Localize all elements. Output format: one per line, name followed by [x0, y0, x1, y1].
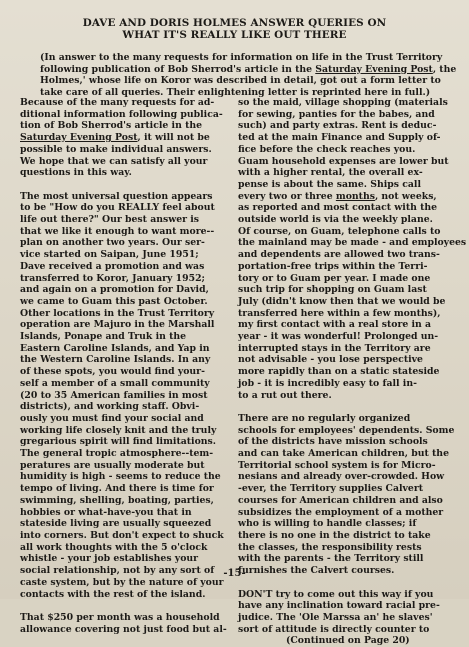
- intro-line: take care of all queries. Their enlightening letter is reprinted here in full.): [40, 87, 446, 99]
- intro-line: Holmes,' whose life on Koror was described in detail, got out a form letter to: [40, 75, 446, 87]
- intro-paragraph: [40, 52, 446, 99]
- paragraph-6: DON'T try to come out this way if you have any inclination toward racial pre- judice. The 'Ole Marssa an' he slaves' sort of attitude is directly counter to (Continued on Page 20): [238, 589, 456, 647]
- paragraph-1: Because of the many requests for ad- ditional information following publica- tion of Bob Sherrod's article in the Saturday Evening Post, it will not be possible to make individual answers. We hope that we can satisfy all your questions in this way.: [20, 97, 232, 179]
- paragraph-3: That $250 per month was a household allowance covering not just food but al-: [20, 612, 232, 635]
- paragraph-5: There are no regularly organized schools for employees' dependents. Some of the districts have mission schools and can take American children, but the Territorial school system is for Micro- nesians and already over-crowded. How -ever, the Territory supplies Calvert courses for American children and also subsidizes the employment of a mother who is willing to handle classes; if there is no one in the district to take the classes, the responsibility rests with the parents - the Territory still furnishes the Calvert courses.: [238, 413, 456, 577]
- intro-line: following publication of Bob Sherrod's article in the Saturday Evening Post, the: [40, 64, 446, 76]
- page-number: -15-: [0, 568, 469, 579]
- emphasized-word: months: [336, 191, 375, 202]
- article-title-line-2: WHAT IT'S REALLY LIKE OUT THERE: [0, 29, 469, 41]
- intro-line: (In answer to the many requests for information on life in the Trust Territory: [40, 52, 446, 64]
- article-title-line-1: DAVE AND DORIS HOLMES ANSWER QUERIES ON: [0, 17, 469, 29]
- publication-name: Saturday Evening Post: [315, 64, 433, 75]
- left-column: [20, 97, 232, 635]
- publication-name: Saturday Evening Post: [20, 132, 138, 143]
- continued-note: (Continued on Page 20): [238, 635, 456, 647]
- paragraph-4: so the maid, village shopping (materials for sewing, panties for the babes, and such) and party extras. Rent is deduc- ted at the main Finance and Supply of- fice before the check reaches you. Guam household expenses are lower but with a higher rental, the overall ex- pense is about the same. Ships call every two or three months, not weeks, as reported and most contact with the outside world is via the weekly plane. Of course, on Guam, telephone calls to the mainland may be made - and employees and dependents are allowed two trans- portation-free trips within the Terri- tory or to Guam per year. I made one such trip for shopping on Guam last July (didn't know then that we would be transferred here within a few months), my first contact with a real store in a year - it was wonderful! Prolonged un- interrupted stays in the Territory are not advisable - you lose perspective more rapidly than on a static stateside job - it is incredibly easy to fall in- to a rut out there.: [238, 97, 456, 401]
- paragraph-2: The most universal question appears to be "How do you REALLY feel about life out there?" Our best answer is that we like it enough to want more-- plan on another two years. Our ser- vice started on Saipan, June 1951; Dave received a promotion and was transferred to Koror, January 1952; and again on a promotion for David, we came to Guam this past October. Other locations in the Trust Territory operation are Majuro in the Marshall Islands, Ponape and Truk in the Eastern Caroline Islands, and Yap in the Western Caroline Islands. In any of these spots, you would find your- self a member of a small community (20 to 35 American families in most districts), and working staff. Obvi- ously you must find your social and working life closely knit and the truly gregarious spirit will find limitations. The general tropic atmosphere--tem- peratures are usually moderate but humidity is high - seems to reduce the tempo of living. And there is time for swimming, shelling, boating, parties, hobbies or what-have-you that in stateside living are usually squeezed into corners. But don't expect to shuck all work thoughts with the 5 o'clock whistle - your job establishes your social relationship, not by any sort of caste system, but by the nature of your contacts with the rest of the island.: [20, 191, 232, 601]
- right-column: [238, 97, 456, 647]
